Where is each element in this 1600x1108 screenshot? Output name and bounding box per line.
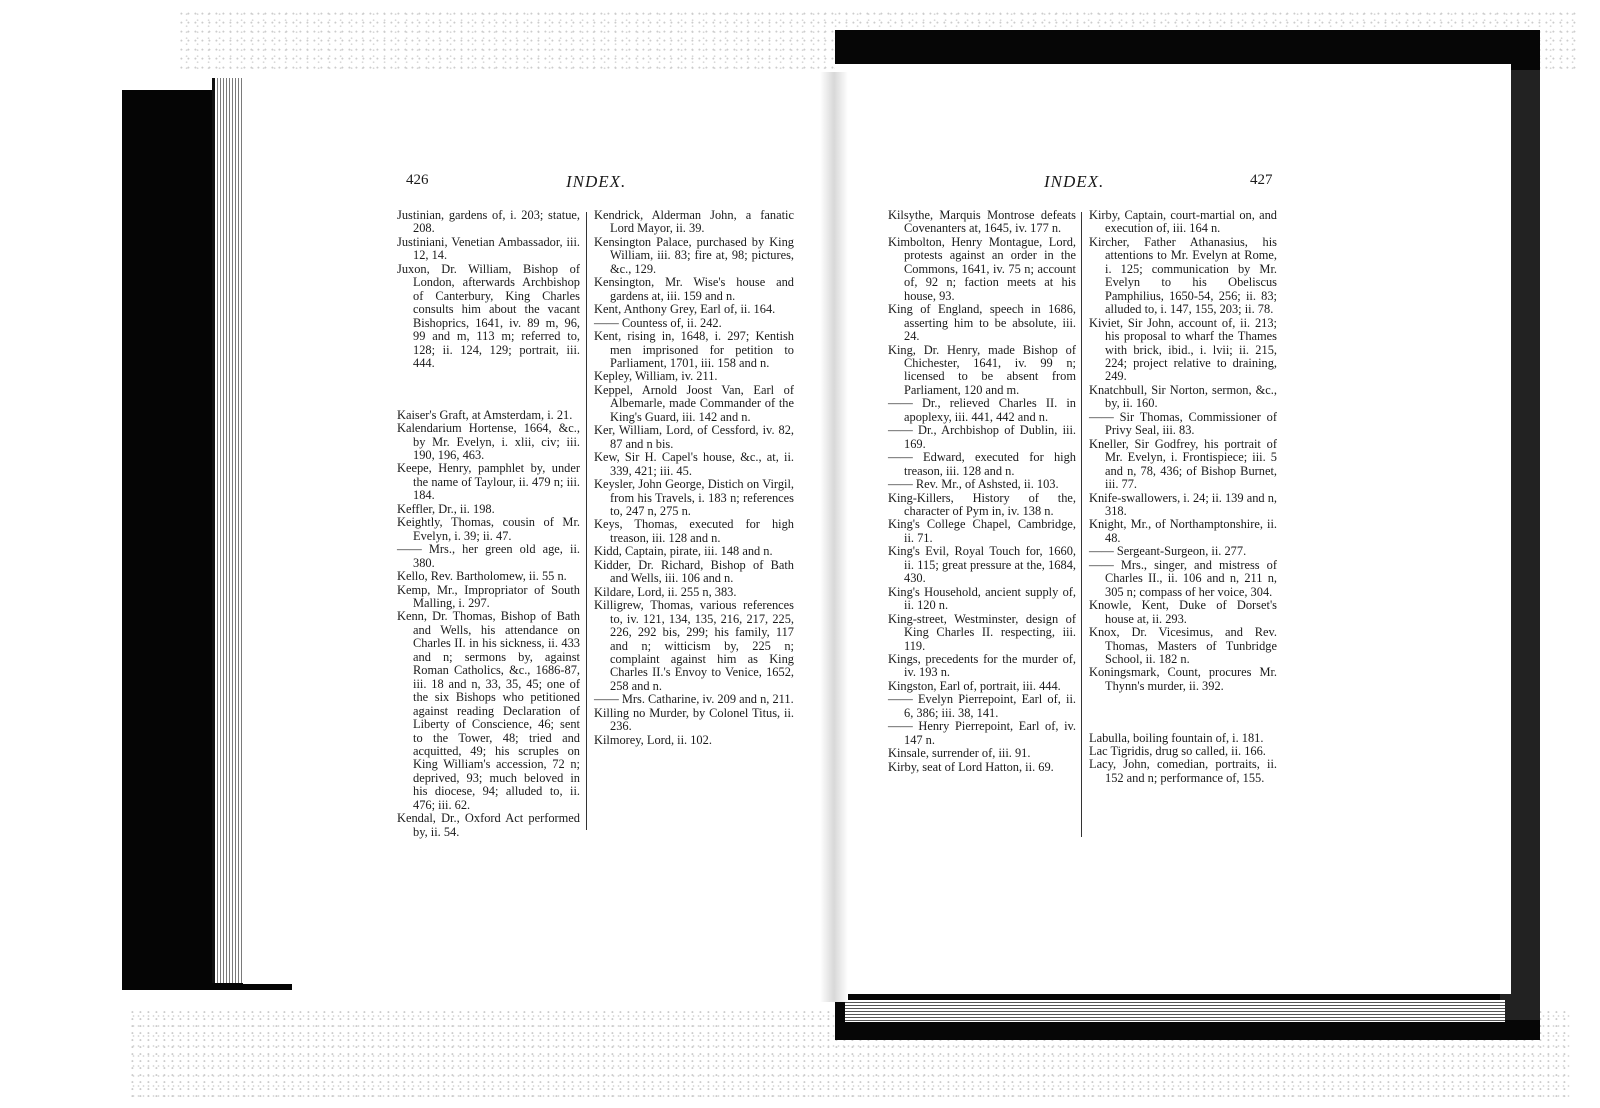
index-entry: Kidder, Dr. Richard, Bishop of Bath and Wells, iii. 106 and n. (594, 557, 794, 586)
index-entry: —— Countess of, ii. 242. (594, 315, 722, 330)
index-entry: Kircher, Father Athanasius, his attentions to Mr. Evelyn at Rome, i. 125; communication by Mr. Evelyn to his Obeliscus Pamphilius, 1650-54, 256; ii. 83; alluded to, i. 147, 155, 203; ii. 78. (1089, 234, 1277, 317)
index-entry: Keppel, Arnold Joost Van, Earl of Albemarle, made Commander of the King's Guard, iii. 142 and n. (594, 382, 794, 424)
index-entry: Knatchbull, Sir Norton, sermon, &c., by, ii. 160. (1089, 382, 1277, 411)
index-entry: Kendal, Dr., Oxford Act performed by, ii. 54. (397, 811, 580, 839)
index-entry: Kildare, Lord, ii. 255 n, 383. (594, 584, 737, 599)
index-entry: Lacy, John, comedian, portraits, ii. 152 and n; performance of, 155. (1089, 757, 1277, 785)
left-page-column-1 (397, 209, 580, 839)
index-entry: Kepley, William, iv. 211. (594, 369, 718, 384)
index-entry: —— Mrs., her green old age, ii. 380. (397, 542, 580, 570)
index-entry: Kimbolton, Henry Montague, Lord, protests against an order in the Commons, 1641, iv. 75 n; account of, 92 n; faction meets at his house, 93. (888, 234, 1076, 303)
index-entry: Kent, Anthony Grey, Earl of, ii. 164. (594, 302, 776, 317)
index-entry: Lac Tigridis, drug so called, ii. 166. (1089, 743, 1266, 758)
right-running-head: INDEX. (1044, 172, 1105, 191)
index-entry: Koningsmark, Count, procures Mr. Thynn's murder, ii. 392. (1089, 665, 1277, 693)
index-entry: Ker, William, Lord, of Cessford, iv. 82, 87 and n bis. (594, 423, 794, 451)
index-entry: Kemp, Mr., Impropriator of South Malling, i. 297. (397, 582, 580, 610)
index-entry: Labulla, boiling fountain of, i. 181. (1089, 730, 1264, 745)
index-entry: Kinsale, surrender of, iii. 91. (888, 746, 1031, 761)
index-entry: Kneller, Sir Godfrey, his portrait of Mr. Evelyn, i. Frontispiece; iii. 5 and n, 78, 436; of Bishop Burnet, iii. 77. (1089, 436, 1277, 492)
index-entry: Kalendarium Hortense, 1664, &c., by Mr. Evelyn, i. xlii, civ; iii. 190, 196, 463. (397, 421, 580, 463)
index-entry: Kaiser's Graft, at Amsterdam, i. 21. (397, 407, 573, 422)
index-entry: Kello, Rev. Bartholomew, ii. 55 n. (397, 569, 567, 584)
index-entry: Kidd, Captain, pirate, iii. 148 and n. (594, 544, 773, 559)
index-entry: —— Dr., relieved Charles II. in apoplexy, iii. 441, 442 and n. (888, 396, 1076, 424)
index-entry: —— Dr., Archbishop of Dublin, iii. 169. (888, 423, 1076, 451)
index-entry: Knight, Mr., of Northamptonshire, ii. 48. (1089, 517, 1277, 545)
index-entry: Juxon, Dr. William, Bishop of London, afterwards Archbishop of Canterbury, King Charles consults him about the vacant Bishoprics, 1641, iv. 89 m, 96, 99 and m, 113 m; referred to, 128; ii. 124, 129; portrait, iii. 444. (397, 261, 580, 370)
index-entry: Keffler, Dr., ii. 198. (397, 501, 495, 516)
index-entry: Killigrew, Thomas, various references to, iv. 121, 134, 135, 216, 217, 225, 226, 292 bis, 299; his family, 117 and n; witticism by, 225 n; complaint against him as King Charles II.'s Envoy to Venice, 1652, 258 and n. (594, 598, 794, 693)
index-section-gap (397, 383, 580, 396)
index-entry: King of England, speech in 1686, asserting him to be absolute, iii. 24. (888, 302, 1076, 344)
index-entry: Keightly, Thomas, cousin of Mr. Evelyn, i. 39; ii. 47. (397, 515, 580, 543)
index-entry: Kirby, Captain, court-martial on, and execution of, iii. 164 n. (1089, 208, 1277, 236)
index-entry: —— Evelyn Pierrepoint, Earl of, ii. 6, 386; iii. 38, 141. (888, 692, 1076, 720)
left-page-column-2 (594, 209, 794, 747)
index-entry: King, Dr. Henry, made Bishop of Chichester, 1641, iv. 99 n; licensed to be absent from Parliament, 120 and m. (888, 342, 1076, 397)
index-entry: Kiviet, Sir John, account of, ii. 213; his proposal to wharf the Thames with brick, ibid., i. lvii; ii. 215, 224; project relative to draining, 249. (1089, 315, 1277, 384)
index-entry: Kingston, Earl of, portrait, iii. 444. (888, 678, 1061, 693)
index-entry: —— Sir Thomas, Commissioner of Privy Seal, iii. 83. (1089, 409, 1277, 438)
index-entry: —— Henry Pierrepoint, Earl of, iv. 147 n. (888, 719, 1076, 747)
page-edges-bottom (845, 1000, 1505, 1022)
index-entry: Justinian, gardens of, i. 203; statue, 208. (397, 208, 580, 236)
right-page-number: 427 (1250, 172, 1273, 188)
index-entry: Kings, precedents for the murder of, iv. 193 n. (888, 651, 1076, 680)
left-column-rule (586, 212, 587, 830)
index-entry: —— Edward, executed for high treason, iii. 128 and n. (888, 450, 1076, 478)
index-entry: Keys, Thomas, executed for high treason, iii. 128 and n. (594, 517, 794, 545)
right-page-column-2 (1089, 209, 1277, 785)
index-entry: King's Evil, Royal Touch for, 1660, ii. 115; great pressure at the, 1684, 430. (888, 544, 1076, 586)
index-entry: King's Household, ancient supply of, ii. 120 n. (888, 584, 1076, 613)
index-entry: Kenn, Dr. Thomas, Bishop of Bath and Wells, his attendance on Charles II. in his sickness, ii. 433 and n; sermons by, against Roman Catholics, &c., 1686-87, iii. 18 and n, 33, 35, 45; one of the six Bishops who petitioned against reading Declaration of Liberty of Conscience, 46; sent to the Tower, 48; tried and acquitted, 49; his scruples on King William's accession, 72 n; deprived, 93; much beloved in his diocese, 94; alluded to, ii. 476; iii. 62. (397, 609, 580, 812)
index-entry: Knowle, Kent, Duke of Dorset's house at, ii. 293. (1089, 598, 1277, 626)
book-gutter (820, 72, 848, 1002)
index-entry: Justiniani, Venetian Ambassador, iii. 12, 14. (397, 234, 580, 263)
index-entry: Knox, Dr. Vicesimus, and Rev. Thomas, Masters of Tunbridge School, ii. 182 n. (1089, 625, 1277, 666)
index-entry: Kent, rising in, 1648, i. 297; Kentish men imprisoned for petition to Parliament, 1701, iii. 158 and n. (594, 329, 794, 370)
index-entry: Keysler, John George, Distich on Virgil, from his Travels, i. 183 n; references to, 247 n, 275 n. (594, 477, 794, 518)
index-entry: —— Mrs., singer, and mistress of Charles II., ii. 106 and n, 211 n, 305 n; compass of her voice, 304. (1089, 557, 1277, 599)
left-running-head: INDEX. (566, 172, 627, 191)
index-entry: King-Killers, History of the, character of Pym in, iv. 138 n. (888, 490, 1076, 518)
index-entry: Keepe, Henry, pamphlet by, under the name of Taylour, ii. 479 n; iii. 184. (397, 461, 580, 503)
index-entry: King-street, Westminster, design of King Charles II. respecting, iii. 119. (888, 611, 1076, 653)
index-entry: —— Mrs. Catharine, iv. 209 and n, 211. (594, 692, 794, 707)
index-entry: Kirby, seat of Lord Hatton, ii. 69. (888, 759, 1054, 774)
index-entry: —— Rev. Mr., of Ashsted, ii. 103. (888, 477, 1059, 492)
index-entry: Killing no Murder, by Colonel Titus, ii. 236. (594, 705, 794, 734)
left-page-number: 426 (406, 172, 429, 188)
right-page-column-1 (888, 209, 1076, 774)
index-entry: Kensington, Mr. Wise's house and gardens at, iii. 159 and n. (594, 275, 794, 303)
index-entry: Kilmorey, Lord, ii. 102. (594, 732, 712, 747)
index-entry: Kilsythe, Marquis Montrose defeats Covenanters at, 1645, iv. 177 n. (888, 208, 1076, 236)
index-entry: Kensington Palace, purchased by King William, iii. 83; fire at, 98; pictures, &c., 129. (594, 234, 794, 276)
right-column-rule (1081, 212, 1082, 837)
index-entry: —— Sergeant-Surgeon, ii. 277. (1089, 544, 1247, 559)
index-entry: Kew, Sir H. Capel's house, &c., at, ii. 339, 421; iii. 45. (594, 450, 794, 478)
index-entry: Knife-swallowers, i. 24; ii. 139 and n, 318. (1089, 490, 1277, 518)
index-entry: King's College Chapel, Cambridge, ii. 71. (888, 517, 1076, 545)
index-section-gap (1089, 706, 1277, 719)
index-entry: Kendrick, Alderman John, a fanatic Lord Mayor, ii. 39. (594, 208, 794, 236)
